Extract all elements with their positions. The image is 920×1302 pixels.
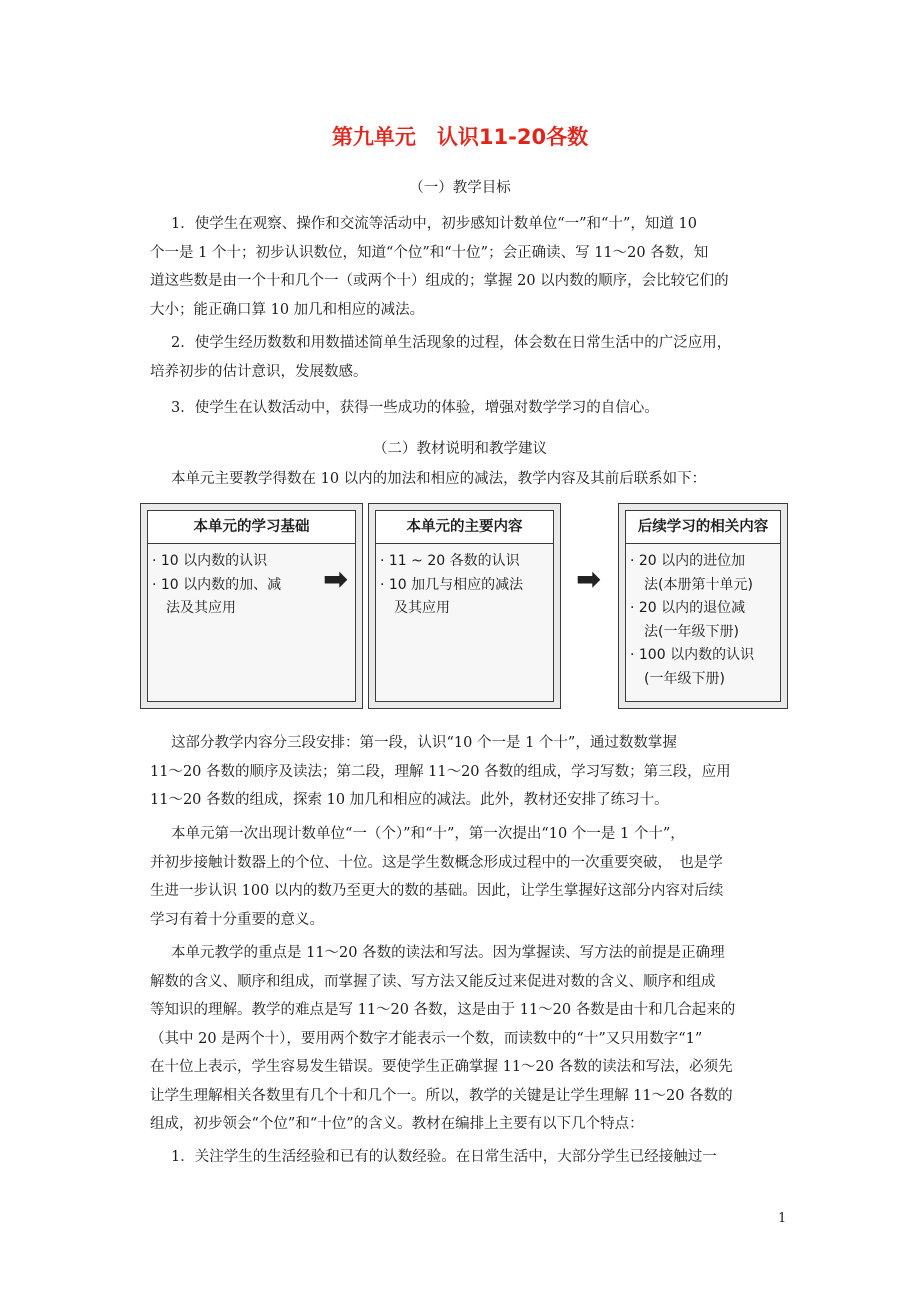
diagram-box-title: 本单元的学习基础 (147, 510, 356, 544)
text-line: 11～20 各数的顺序及读法；第二段，理解 11～20 各数的组成，学习写数；第三段，应用 (150, 763, 731, 780)
intro-paragraph (150, 465, 790, 494)
diagram-box-foundation (140, 503, 363, 709)
diagram-box-body (375, 544, 554, 702)
text-line: 大小；能正确口算 10 加几和相应的减法。 (150, 301, 425, 318)
text-line: （其中 20 是两个十），要用两个数字才能表示一个数，而读数中的“十”又只用数字“1” (150, 1030, 703, 1047)
text-line: 在十位上表示，学生容易发生错误。要使学生正确掌握 11～20 各数的读法和写法，必须先 (150, 1059, 733, 1075)
text-line: 11～20 各数的组成，探索 10 加几和相应的减法。此外，教材还安排了练习十。 (150, 792, 669, 808)
diagram-box-title: 本单元的主要内容 (375, 510, 554, 544)
diagram-box-body (625, 544, 781, 702)
content-relation-diagram (140, 503, 788, 709)
text-line: 本单元第一次出现计数单位“一（个）”和“十”，第一次提出“10 个一是 1 个十”， (171, 826, 685, 842)
text-line: 培养初步的估计意识，发展数感。 (150, 363, 368, 380)
text-line: 并初步接触计数器上的个位、十位。这是学生数概念形成过程中的一次重要突破， 也是学 (150, 854, 723, 871)
diagram-item: 及其应用 (380, 600, 450, 616)
diagram-item: 法(本册第十单元) (630, 576, 753, 593)
diagram-item: · 100 以内数的认识 (630, 647, 755, 663)
text-line: 等知识的理解。教学的难点是写 11～20 各数，这是由于 11～20 各数是由十和几合起来的 (150, 1002, 736, 1018)
text-line: 解数的含义、顺序和组成，而掌握了读、写方法又能反过来促进对数的含义、顺序和组成 (150, 973, 716, 990)
text-line: 2．使学生经历数数和用数描述简单生活现象的过程，体会数在日常生活中的广泛应用， (171, 335, 732, 351)
text-line: 本单元教学的重点是 11～20 各数的读法和写法。因为掌握读、写方法的前提是正确理 (171, 945, 725, 961)
body-paragraph-2 (150, 820, 790, 934)
text-line: 本单元主要教学得数在 10 以内的加法和相应的减法，教学内容及其前后联系如下： (171, 471, 707, 487)
section-heading-materials: （二）教材说明和教学建议 (373, 441, 547, 457)
goal-paragraph-3 (150, 394, 790, 423)
text-line: 道这些数是由一个十和几个一（或两个十）组成的；掌握 20 以内数的顺序，会比较它们的 (150, 273, 729, 289)
diagram-item: (一年级下册) (630, 670, 725, 687)
diagram-item: 法(一年级下册) (630, 623, 739, 640)
diagram-item: · 11 ~ 20 各数的认识 (380, 553, 520, 569)
text-line: 让学生理解相关各数里有几个十和几个一。所以，教学的关键是让学生理解 11～20 各数的 (150, 1087, 733, 1104)
page-title: 第九单元 认识11-20各数 (331, 125, 589, 149)
diagram-item: · 10 加几与相应的减法 (380, 576, 524, 593)
diagram-item: 法及其应用 (152, 600, 236, 616)
diagram-item: · 20 以内的进位加 (630, 553, 746, 569)
right-arrow-icon: ➡ (323, 562, 349, 597)
text-line: 组成，初步领会“个位”和“十位”的含义。教材在编排上主要有以下几个特点： (150, 1116, 644, 1132)
text-line: 1．使学生在观察、操作和交流等活动中，初步感知计数单位“一”和“十”，知道 10 (171, 216, 697, 232)
right-arrow-icon: ➡ (576, 562, 602, 597)
text-line: 学习有着十分重要的意义。 (150, 911, 324, 928)
goal-paragraph-1 (150, 210, 790, 324)
text-line: 这部分教学内容分三段安排：第一段，认识“10 个一是 1 个十”，通过数数掌握 (171, 735, 677, 751)
diagram-item: · 10 以内数的加、减 (152, 576, 282, 593)
body-paragraph-3 (150, 939, 790, 1139)
text-line: 个一是 1 个十；初步认识数位，知道“个位”和“十位”；会正确读、写 11～20 各数，知 (150, 244, 709, 261)
page-number: 1 (778, 1211, 787, 1226)
diagram-box-title: 后续学习的相关内容 (625, 510, 781, 544)
text-line: 1．关注学生的生活经验和已有的认数经验。在日常生活中，大部分学生已经接触过一 (171, 1149, 717, 1165)
text-line: 3．使学生在认数活动中，获得一些成功的体验，增强对数学学习的自信心。 (171, 400, 659, 416)
section-heading-goals: （一）教学目标 (409, 180, 511, 196)
text-line: 生进一步认识 100 以内的数乃至更大的数的基础。因此，让学生掌握好这部分内容对后续 (150, 883, 724, 899)
diagram-item: · 10 以内数的认识 (152, 553, 268, 569)
body-paragraph-1 (150, 729, 790, 815)
diagram-box-main-content (368, 503, 561, 709)
diagram-item: · 20 以内的退位减 (630, 600, 746, 616)
diagram-box-follow-up (618, 503, 788, 709)
goal-paragraph-2 (150, 329, 790, 386)
body-paragraph-4 (150, 1143, 790, 1172)
